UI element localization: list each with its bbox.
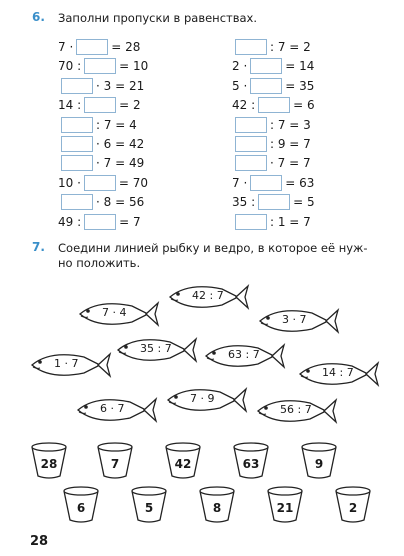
fish-expression: 56 : 7 (280, 403, 312, 416)
equation-text: · 7 = 49 (96, 156, 145, 171)
equation-left-7 (58, 154, 144, 172)
answer-box[interactable] (61, 78, 93, 94)
equation-right-1 (232, 38, 311, 56)
equation-left-4 (58, 96, 141, 114)
equation-left-3 (58, 77, 144, 95)
equation-left-9 (58, 193, 144, 211)
equation-text: = 6 (293, 98, 315, 113)
equation-text: = 35 (285, 78, 315, 93)
answer-box[interactable] (235, 136, 267, 152)
bucket-number: 5 (144, 501, 154, 515)
equation-right-7 (232, 154, 311, 172)
exercise-6-number: 6. (32, 10, 45, 24)
equation-text: · 7 = 7 (270, 156, 311, 171)
equation-text: 2 · (232, 59, 248, 74)
equation-text: · 3 = 21 (96, 78, 145, 93)
exercise-6-title: Заполни пропуски в равенствах. (58, 11, 258, 25)
equation-text: 7 · (58, 40, 74, 54)
exercise-7-text-line1: Соедини линией рыбку и ведро, в которое её нуж- (58, 241, 368, 255)
exercise-7-number: 7. (32, 240, 45, 254)
bucket-number: 42 (174, 457, 192, 471)
equation-text: : 7 = 4 (96, 117, 137, 132)
equation-right-10 (232, 213, 311, 231)
equation-text: 5 · (232, 78, 248, 93)
answer-box[interactable] (61, 136, 93, 152)
equation-text: = 14 (285, 59, 315, 74)
bucket-number: 8 (212, 501, 222, 515)
equation-text: 10 · (58, 175, 81, 190)
equation-text: 7 · (232, 175, 248, 190)
bucket-number: 7 (110, 457, 120, 471)
fish-expression: 14 : 7 (322, 366, 354, 379)
answer-box[interactable] (235, 117, 267, 133)
answer-box[interactable] (61, 117, 93, 133)
fish-expression: 42 : 7 (192, 289, 224, 302)
equation-left-8 (58, 174, 148, 192)
equation-left-1 (58, 38, 140, 56)
equation-right-4 (232, 96, 315, 114)
equation-text: 70 : (58, 59, 82, 74)
equation-text: 14 : (58, 98, 82, 113)
answer-box[interactable] (76, 39, 108, 55)
equation-left-5 (58, 116, 137, 134)
bucket-group (0, 430, 404, 530)
equation-text: · 6 = 42 (96, 137, 145, 151)
answer-box[interactable] (84, 58, 116, 74)
equation-left-2 (58, 57, 148, 75)
bucket-number: 21 (276, 501, 294, 515)
equation-text: : 9 = 7 (270, 137, 311, 151)
equation-text: · 8 = 56 (96, 195, 145, 210)
equation-text: = 2 (119, 98, 141, 113)
answer-box[interactable] (250, 175, 282, 191)
equation-left-10 (58, 213, 141, 231)
answer-box[interactable] (258, 97, 290, 113)
equation-text: = 7 (119, 214, 141, 229)
answer-box[interactable] (61, 194, 93, 210)
equation-text: = 63 (285, 175, 315, 190)
answer-box[interactable] (235, 155, 267, 171)
equation-text: = 10 (119, 59, 149, 74)
fish-expression: 35 : 7 (140, 342, 172, 355)
bucket-number: 6 (76, 501, 86, 515)
page-number: 28 (30, 534, 49, 549)
fish-expression: 63 : 7 (228, 348, 260, 361)
equation-text: 35 : (232, 195, 256, 210)
answer-box[interactable] (258, 194, 290, 210)
equation-right-5 (232, 116, 311, 134)
answer-box[interactable] (61, 155, 93, 171)
equation-right-8 (232, 174, 314, 192)
answer-box[interactable] (250, 58, 282, 74)
equation-text: = 70 (118, 175, 149, 190)
equation-text: 49 : (58, 214, 82, 229)
equation-right-9 (232, 193, 315, 211)
equation-text: = 28 (111, 40, 141, 54)
answer-box[interactable] (235, 214, 267, 230)
equation-text: : 1 = 7 (270, 214, 311, 229)
bucket-number: 9 (314, 457, 324, 471)
bucket-number: 63 (242, 457, 260, 471)
answer-box[interactable] (250, 78, 282, 94)
equation-left-6 (58, 135, 144, 153)
fish-expression: 6 · 7 (100, 402, 125, 415)
fish-expression: 7 · 4 (102, 306, 127, 319)
fish-expression: 1 · 7 (54, 357, 79, 370)
bucket-number: 2 (348, 501, 358, 515)
equation-right-2 (232, 57, 314, 75)
equation-text: 42 : (232, 98, 256, 113)
bucket-number: 28 (40, 457, 58, 471)
fish-expression: 7 · 9 (190, 392, 215, 405)
fish-expression: 3 · 7 (282, 313, 307, 326)
answer-box[interactable] (84, 214, 116, 230)
equation-right-6 (232, 135, 311, 153)
equation-text: : 7 = 2 (270, 40, 311, 54)
exercise-7-text-line2: но положить. (58, 256, 141, 270)
answer-box[interactable] (84, 175, 116, 191)
answer-box[interactable] (235, 39, 267, 55)
answer-box[interactable] (84, 97, 116, 113)
equation-text: : 7 = 3 (270, 117, 311, 132)
equation-text: = 5 (293, 195, 315, 210)
equation-right-3 (232, 77, 314, 95)
